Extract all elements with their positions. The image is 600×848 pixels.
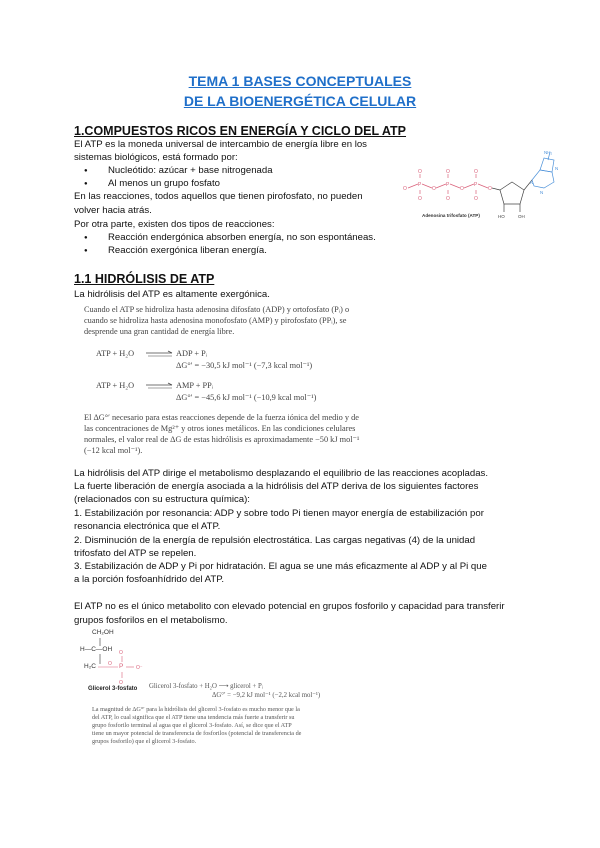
equation-2-right: AMP + PPᵢ (176, 381, 214, 390)
glycerol-dg: ΔG°′ = −9,2 kJ mol⁻¹ (−2,2 kcal mol⁻¹) (212, 692, 321, 699)
paragraph-other-line1: El ATP no es el único metabolito con elevado potencial en grupos fosforilo y capacidad para transferir (74, 601, 505, 612)
paragraph-release-line1: La fuerte liberación de energía asociada a la hidrólisis del ATP deriva de los siguientes factores (74, 481, 479, 492)
equation-2-left: ATP + H₂O (96, 381, 135, 390)
svg-text:P: P (418, 182, 422, 188)
section-heading-1-1: 1.1 HIDRÓLISIS DE ATP (74, 272, 215, 286)
book-text-line: las concentraciones de Mg²⁺ y otros iones metálicos. En las condiciones celulares (84, 424, 356, 433)
reversible-arrow-icon (146, 382, 174, 390)
reversible-arrow-icon (146, 350, 174, 358)
glycerol-ch2oh: CH₂OH (92, 629, 114, 636)
factor-3-line1: 3. Estabilización de ADP y Pi por hidratación. El agua se une más eficazmente al ADP y al Pi que (74, 561, 487, 572)
svg-text:O: O (474, 169, 478, 175)
svg-text:O: O (403, 186, 407, 192)
paragraph-release-line2: (relacionados con su estructura química): (74, 494, 250, 505)
svg-text:O: O (460, 186, 464, 192)
factor-2-line2: trifosfato del ATP se repelen. (74, 548, 197, 559)
svg-text:O: O (119, 650, 123, 656)
equation-1-left: ATP + H₂O (96, 349, 135, 358)
paragraph-atp-line1: El ATP es la moneda universal de intercambio de energía libre en los (74, 139, 367, 150)
paragraph-pyrophosphate-line2: volver hacia atrás. (74, 205, 152, 216)
svg-text:P: P (446, 182, 450, 188)
section-heading-1: 1.COMPUESTOS RICOS EN ENERGÍA Y CICLO DEL ATP (74, 124, 407, 138)
page-title-line2: DE LA BIOENERGÉTICA CELULAR (183, 93, 417, 109)
svg-text:O: O (474, 196, 478, 202)
svg-text:O: O (108, 661, 112, 667)
factor-3-line2: a la porción fosfoanhídrido del ATP. (74, 574, 225, 585)
factor-1-line2: resonancia electrónica que el ATP. (74, 521, 221, 532)
book-text-line: cuando se hidroliza hasta adenosina monofosfato (AMP) y pirofosfato (PPᵢ), se (84, 316, 347, 325)
factor-1-line1: 1. Estabilización por resonancia: ADP y sobre todo Pi tienen mayor energía de estabilización por (74, 508, 484, 519)
book-text-line: desprende una gran cantidad de energía libre. (84, 327, 235, 336)
glycerol-text-line: La magnitud de ΔG°′ para la hidrólisis del glicerol 3-fosfato es mucho menor que la (92, 706, 300, 713)
svg-text:O: O (418, 196, 422, 202)
svg-text:N: N (555, 166, 559, 171)
glycerol-h2c: H₂C (84, 663, 96, 670)
glycerol-phosphate-p: P (119, 663, 124, 670)
svg-text:O: O (432, 186, 436, 192)
book-text-line: (−12 kcal mol⁻¹). (84, 446, 143, 455)
atp-figure-caption: Adenosina trifosfato (ATP) (422, 213, 480, 218)
svg-text:HO: HO (498, 214, 505, 219)
svg-text:OH: OH (518, 214, 525, 219)
book-text-line: Cuando el ATP se hidroliza hasta adenosina difosfato (ADP) y ortofosfato (Pᵢ) o (84, 305, 350, 314)
equation-1-right: ADP + Pᵢ (176, 349, 208, 358)
glycerol-hcoh: H—C—OH (80, 646, 113, 653)
paragraph-atp-line2: sistemas biológicos, está formado por: (74, 152, 238, 163)
svg-text:O: O (488, 186, 492, 192)
paragraph-other-line2: grupos fosforilos en el metabolismo. (74, 615, 228, 626)
paragraph-hydrolysis-intro: La hidrólisis del ATP es altamente exergónica. (74, 289, 270, 300)
glycerol-label: Glicerol 3-fosfato (88, 686, 138, 692)
svg-text:O: O (446, 196, 450, 202)
glycerol-text-line: grupo fosforilo terminal al agua que el glicerol 3-fosfato. Así, se dice que el ATP (92, 722, 292, 729)
glycerol-text-line: tiene un mayor potencial de transferencia de fosforilos (potencial de transferencia de (92, 730, 302, 737)
glycerol-equation: Glicerol 3-fosfato + H₂O ⟶ glicerol + Pᵢ (149, 683, 263, 690)
paragraph-pyrophosphate-line1: En las reacciones, todos aquellos que tienen pirofosfato, no pueden (74, 191, 363, 202)
svg-text:O: O (418, 169, 422, 175)
svg-text:N: N (540, 190, 544, 195)
factor-2-line1: 2. Disminución de la energía de repulsión electrostática. Las cargas negativas (4) de la unidad (74, 535, 476, 546)
svg-text:O: O (119, 680, 123, 686)
svg-text:N: N (530, 180, 534, 185)
equation-1-dg: ΔG°′ = −30,5 kJ mol⁻¹ (−7,3 kcal mol⁻¹) (176, 361, 313, 370)
book-text-line: El ΔG°′ necesario para estas reacciones depende de la fuerza iónica del medio y de (84, 413, 359, 422)
svg-text:O: O (446, 169, 450, 175)
svg-text:O⁻: O⁻ (136, 665, 143, 671)
paragraph-reaction-types: Por otra parte, existen dos tipos de reacciones: (74, 219, 275, 230)
page-title-line1: TEMA 1 BASES CONCEPTUALES (188, 73, 412, 89)
book-text-line: normales, el valor real de ΔG de estas hidrólisis es aproximadamente −50 kJ mol⁻¹ (84, 435, 360, 444)
glycerol-bonds (80, 636, 150, 686)
svg-text:NH₂: NH₂ (544, 150, 553, 155)
svg-text:P: P (474, 182, 478, 188)
glycerol-text-line: grupos fosforilo) que el glicerol 3-fosfato. (92, 738, 197, 745)
glycerol-text-line: del ATP, lo cual significa que el ATP tiene una tendencia más fuerte a transferir su (92, 714, 295, 721)
paragraph-drive: La hidrólisis del ATP dirige el metabolismo desplazando el equilibrio de las reacciones acopladas. (74, 468, 489, 479)
equation-2-dg: ΔG°′ = −45,6 kJ mol⁻¹ (−10,9 kcal mol⁻¹) (176, 393, 317, 402)
